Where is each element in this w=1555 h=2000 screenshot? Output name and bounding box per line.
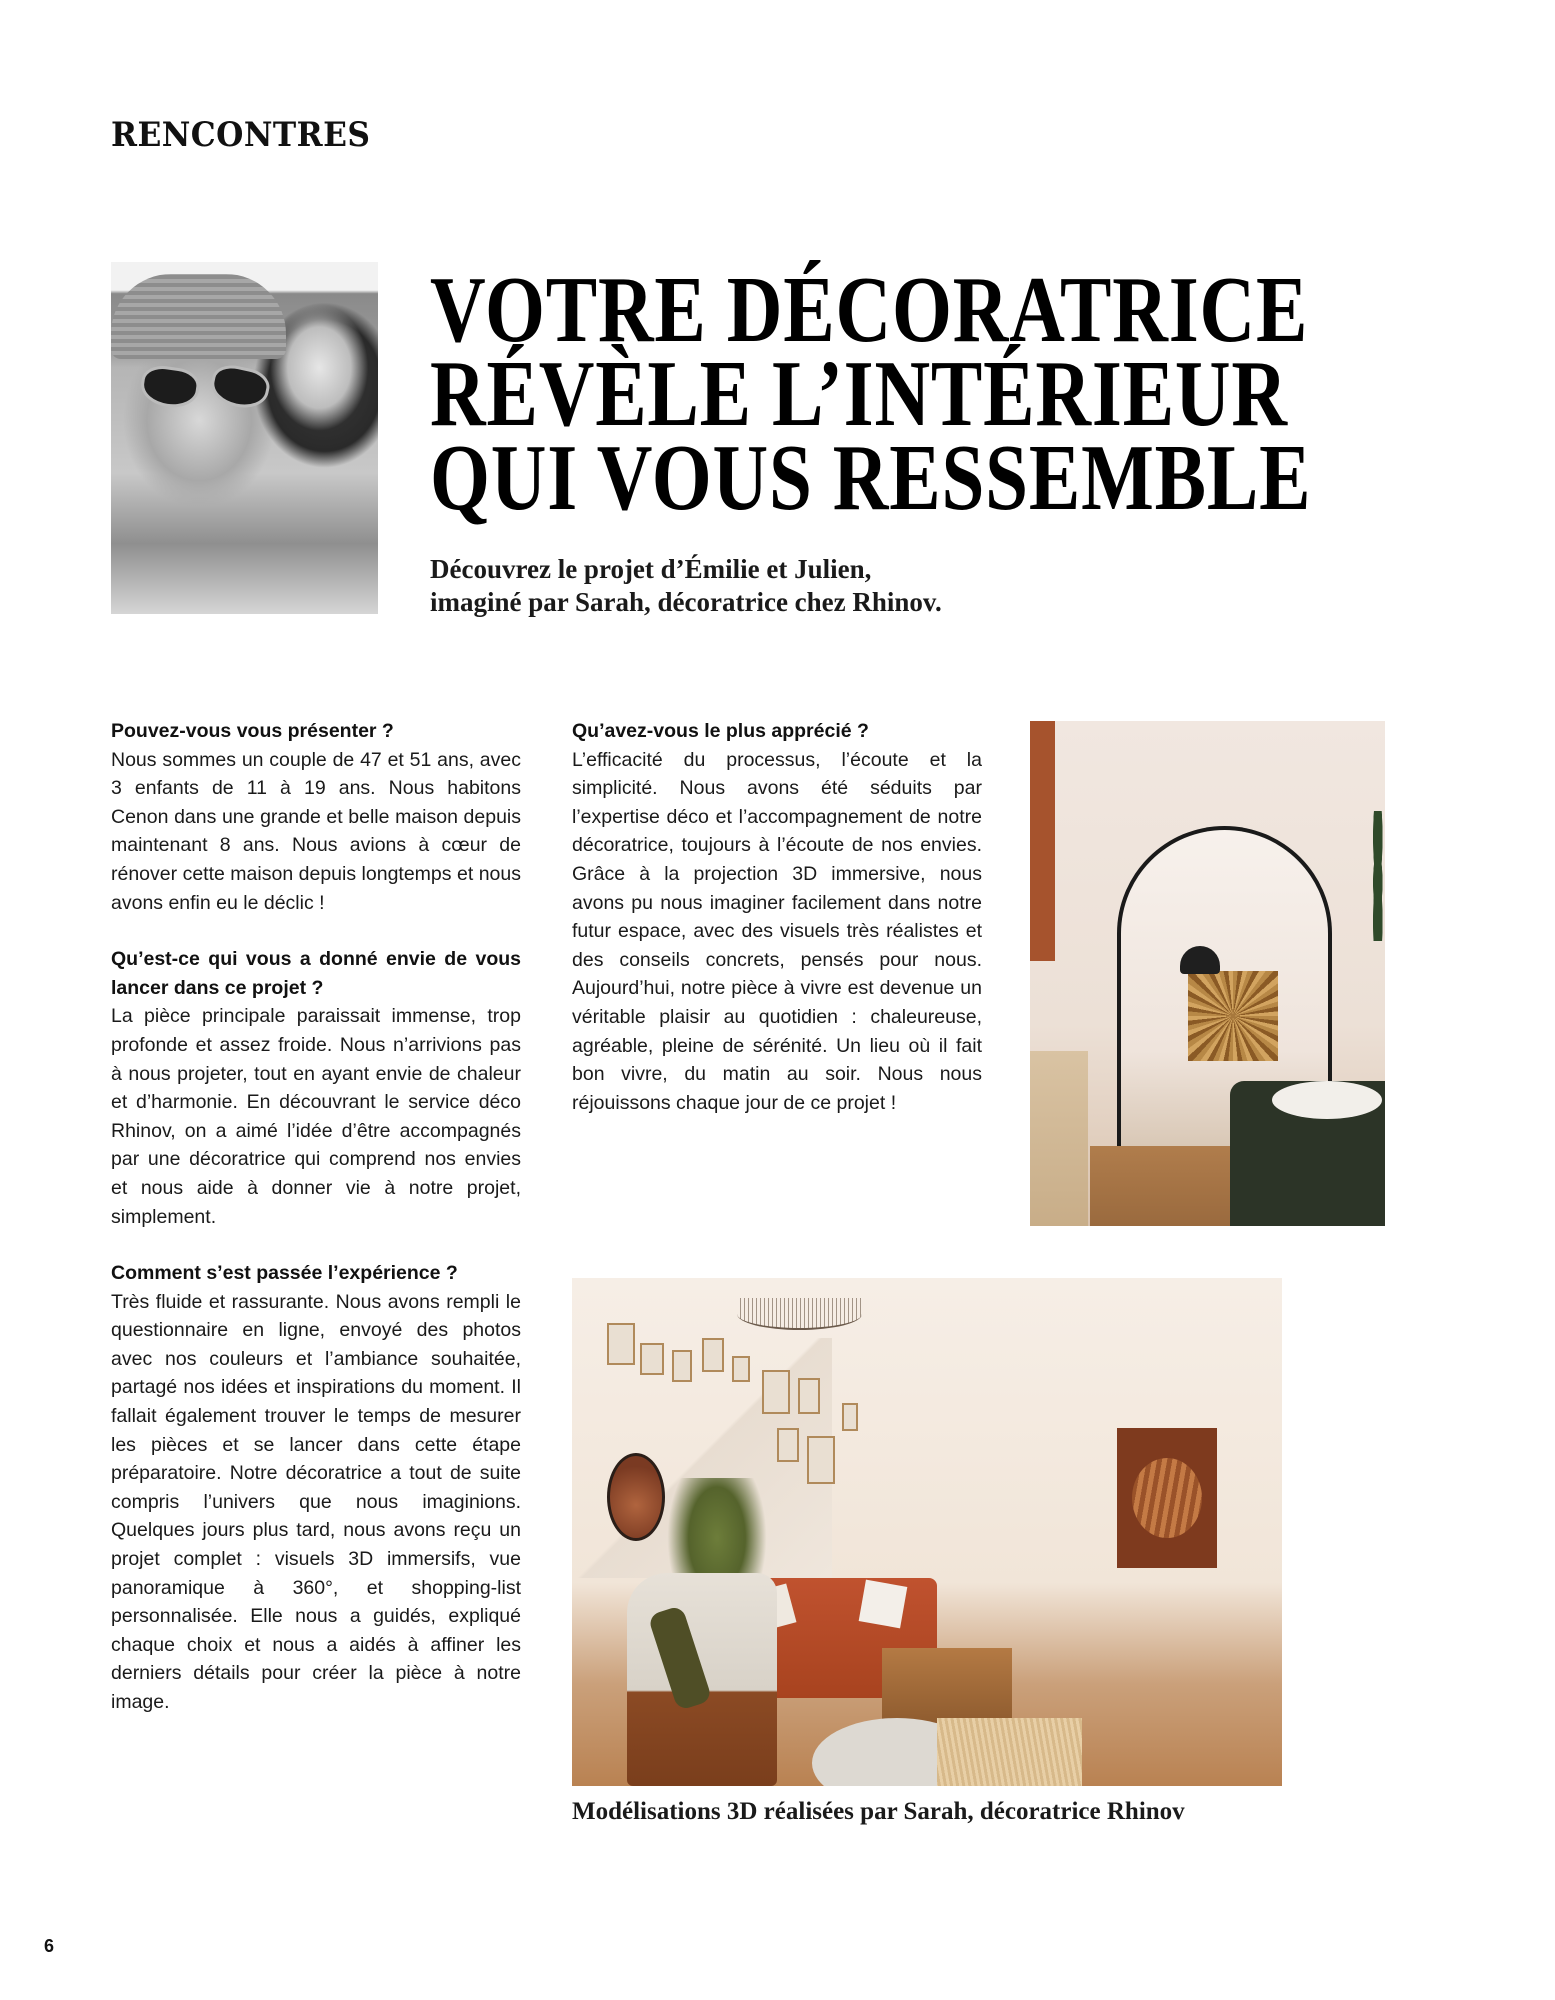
qa-block (111, 945, 521, 1231)
answer: Très fluide et rassurante. Nous avons rempli le questionnaire en ligne, envoyé des photos avec nos couleurs et l’ambiance souhaitée, partagé nos idées et inspirations du moment. Il fallait également trouver le temps de mesurer les pièces et se lancer dans cette étape préparatoire. Notre décoratrice a tout de suite compris l’univers que nous imaginions. Quelques jours plus tard, nous avons reçu un projet complet : visuels 3D immersifs, vue panoramique à 360°, et shopping-list personnalisée. Elle nous a guidés, expliqué chaque choix et nous a aidés à affiner les derniers détails pour créer la pièce à notre image. (111, 1290, 521, 1713)
couple-portrait-photo (111, 262, 378, 614)
title-line-1: VOTRE DÉCORATRICE (430, 258, 1309, 362)
article-subtitle (430, 553, 1130, 619)
title-line-2: RÉVÈLE L’INTÉRIEUR (430, 342, 1288, 446)
frame (762, 1370, 790, 1414)
woven-pouf (937, 1718, 1082, 1786)
article-title (430, 258, 1312, 530)
frame (732, 1356, 750, 1382)
pendant-lamp (737, 1298, 862, 1330)
sunglasses-left-lens (138, 363, 201, 411)
frame (702, 1338, 724, 1372)
question: Comment s’est passée l’expérience ? (111, 1262, 458, 1285)
frame (842, 1403, 858, 1431)
round-cushion (1272, 1081, 1382, 1119)
answer: La pièce principale paraissait immense, trop profonde et assez froide. Nous n’arrivions pas à nous projeter, tout en ayant envie de chaleur et d’harmonie. En découvrant le service déco Rhinov, on a aimé l’idée d’être accompagnés par une décoratrice qui comprend nos envies et nous aide à donner vie à notre projet, simplement. (111, 1005, 521, 1228)
qa-block (111, 1259, 521, 1717)
frame (640, 1343, 664, 1375)
round-mirror (607, 1453, 665, 1541)
rust-wall-accent (1030, 721, 1055, 961)
question: Pouvez-vous vous présenter ? (111, 720, 394, 742)
wood-shelf (1030, 1051, 1088, 1226)
qa-block (572, 717, 982, 1117)
wood-sunburst-art (1188, 971, 1278, 1061)
frame (798, 1378, 820, 1414)
living-room-render-image (572, 1278, 1282, 1786)
carved-wood-panel (1117, 1428, 1217, 1568)
title-line-3: QUI VOUS RESSEMBLE (430, 426, 1312, 530)
frame (807, 1436, 835, 1484)
sunglasses-right-lens (207, 361, 272, 412)
plant-leaves (1367, 811, 1385, 941)
answer: Nous sommes un couple de 47 et 51 ans, avec 3 enfants de 11 à 19 ans. Nous habitons Cenon dans une grande et belle maison depuis maintenant 8 ans. Nous avions à cœur de rénover cette maison depuis longtemps et nous avons enfin eu le déclic ! (111, 748, 521, 914)
interview-column-middle (572, 717, 982, 1145)
page-number: 6 (44, 1936, 55, 1956)
frame (777, 1428, 799, 1462)
qa-block (111, 717, 521, 917)
section-label: RENCONTRES (111, 115, 371, 155)
coffee-table (882, 1648, 1012, 1723)
frame (672, 1350, 692, 1382)
image-caption: Modélisations 3D réalisées par Sarah, décoratrice Rhinov (572, 1798, 1185, 1825)
question: Qu’est-ce qui vous a donné envie de vous lancer dans ce projet ? (111, 948, 521, 999)
question: Qu’avez-vous le plus apprécié ? (572, 720, 869, 742)
answer: L’efficacité du processus, l’écoute et la simplicité. Nous avons été séduits par l’expertise déco et l’accompagnement de notre décoratrice, toujours à l’écoute de nos envies. Grâce à la projection 3D immersive, nous avons pu nous imaginer facilement dans notre futur espace, avec des visuels très réalistes et des conseils concrets, pensés pour nous. Aujourd’hui, notre pièce à vivre est devenue un véritable plaisir au quotidien : chaleureuse, agréable, pleine de sérénité. Un lieu où il fait bon vivre, du matin au soir. Nous nous réjouissons chaque jour de ce projet ! (572, 748, 982, 1114)
pillow (859, 1580, 908, 1629)
frame (607, 1323, 635, 1365)
hat-shape (111, 274, 286, 359)
arch-mirror-render-image (1030, 721, 1385, 1226)
wood-floor (1090, 1146, 1240, 1226)
subtitle-line-1: Découvrez le projet d’Émilie et Julien, (430, 554, 872, 584)
subtitle-line-2: imaginé par Sarah, décoratrice chez Rhinov. (430, 587, 942, 617)
interview-column-left (111, 717, 521, 1745)
